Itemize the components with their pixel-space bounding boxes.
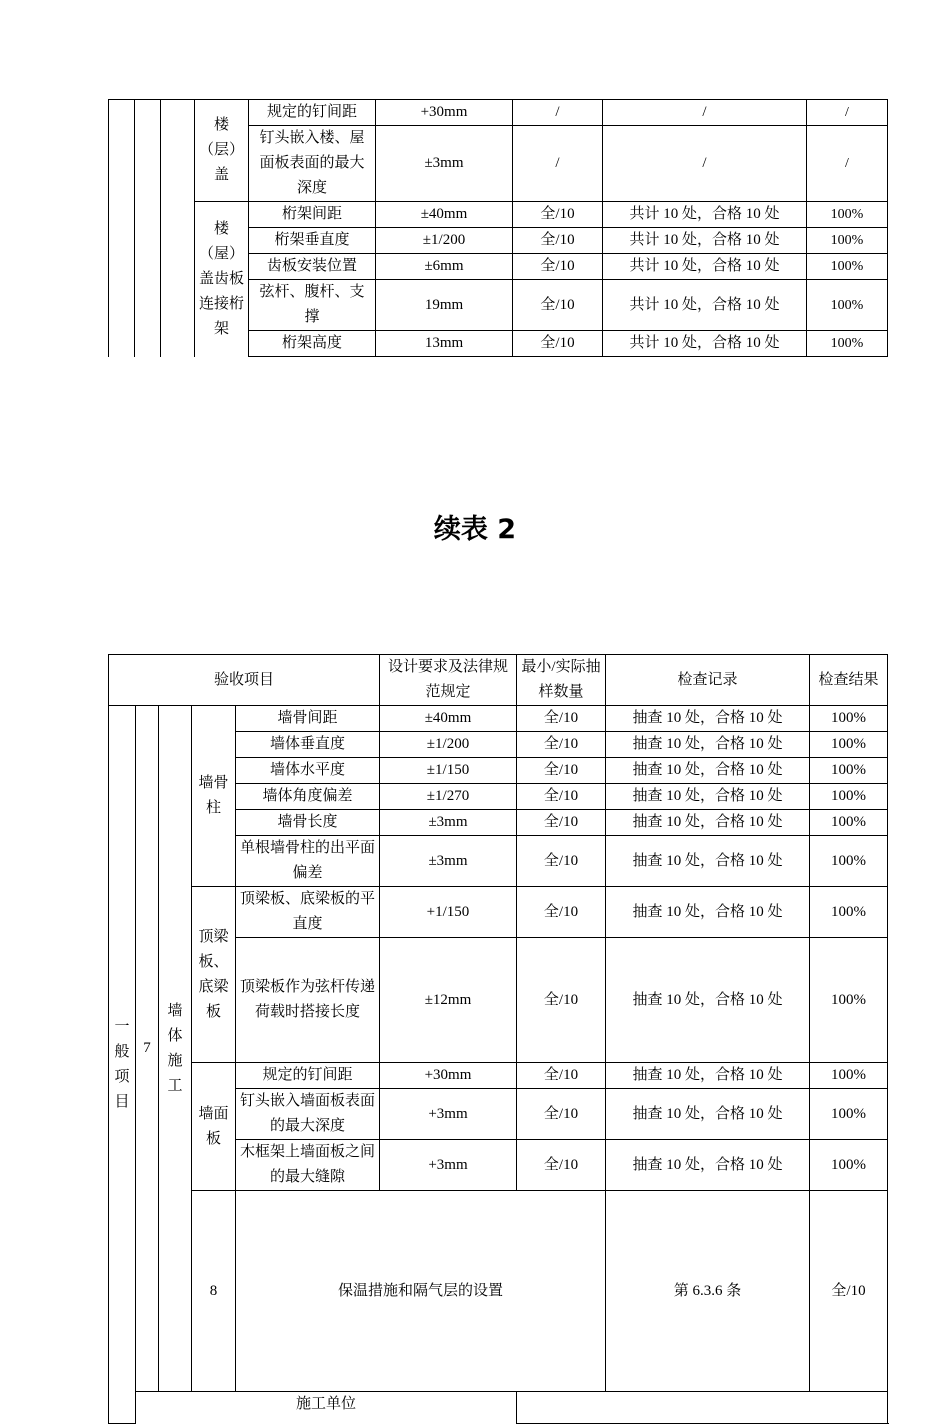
- sample-qty-cell: 全/10: [517, 836, 606, 887]
- requirement-cell: 第 6.3.6 条: [606, 1191, 810, 1392]
- item-number-8: 8: [192, 1191, 236, 1392]
- record-cell: /: [603, 126, 807, 202]
- sample-qty-cell: 全/10: [810, 1191, 888, 1392]
- header-requirement: 设计要求及法律规范规定: [380, 655, 517, 706]
- record-cell: 共计 10 处，合格 10 处: [603, 280, 807, 331]
- item-cell: 规定的钉间距: [236, 1063, 380, 1089]
- record-cell: 抽查 10 处，合格 10 处: [606, 810, 810, 836]
- group-label-floor-cover: 楼（层）盖: [195, 100, 249, 202]
- requirement-cell: ±1/150: [380, 758, 517, 784]
- stud-label: 墙骨柱: [192, 706, 236, 887]
- item-cell: 墙骨间距: [236, 706, 380, 732]
- item-cell: 弦杆、腹杆、支撑: [249, 280, 376, 331]
- sample-qty-cell: 全/10: [513, 228, 603, 254]
- sample-qty-cell: 全/10: [513, 331, 603, 357]
- item-cell: 顶梁板作为弦杆传递荷载时搭接长度: [236, 938, 380, 1063]
- result-cell: 100%: [810, 732, 888, 758]
- wall-construction-label: 墙体施工: [159, 706, 192, 1392]
- sample-qty-cell: 全/10: [517, 887, 606, 938]
- result-cell: /: [807, 100, 888, 126]
- item-cell: 墙体角度偏差: [236, 784, 380, 810]
- requirement-cell: +3mm: [380, 1089, 517, 1140]
- record-cell: 抽查 10 处，合格 10 处: [606, 1063, 810, 1089]
- blank-category-cell: [109, 100, 135, 357]
- top-bottom-plate-label: 顶梁板、底梁板: [192, 887, 236, 1063]
- result-cell: 100%: [810, 758, 888, 784]
- blank-section-cell: [161, 100, 195, 357]
- sample-qty-cell: 全/10: [517, 732, 606, 758]
- record-cell: 共计 10 处，合格 10 处: [603, 254, 807, 280]
- wall-panel-label: 墙面板: [192, 1063, 236, 1191]
- requirement-cell: ±12mm: [380, 938, 517, 1063]
- sample-qty-cell: 全/10: [517, 810, 606, 836]
- section-title: 续表 2: [433, 514, 517, 545]
- item-cell: 齿板安装位置: [249, 254, 376, 280]
- item-cell: 墙体垂直度: [236, 732, 380, 758]
- requirement-cell: ±1/200: [376, 228, 513, 254]
- requirement-cell: 19mm: [376, 280, 513, 331]
- construction-unit-value: [517, 1392, 888, 1424]
- item-cell: 顶梁板、底梁板的平直度: [236, 887, 380, 938]
- result-cell: 100%: [807, 254, 888, 280]
- item-cell: 钉头嵌入楼、屋面板表面的最大深度: [249, 126, 376, 202]
- requirement-cell: 13mm: [376, 331, 513, 357]
- result-cell: 100%: [807, 280, 888, 331]
- record-cell: 抽查 10 处，合格 10 处: [606, 732, 810, 758]
- item-cell: 桁架高度: [249, 331, 376, 357]
- header-item: 验收项目: [109, 655, 380, 706]
- item-cell: 桁架垂直度: [249, 228, 376, 254]
- requirement-cell: ±40mm: [376, 202, 513, 228]
- sample-qty-cell: 全/10: [517, 1063, 606, 1089]
- result-cell: 100%: [810, 887, 888, 938]
- sample-qty-cell: 全/10: [517, 706, 606, 732]
- requirement-cell: +30mm: [380, 1063, 517, 1089]
- inspection-table-part1: [108, 99, 888, 357]
- requirement-cell: ±3mm: [380, 836, 517, 887]
- record-cell: 抽查 10 处，合格 10 处: [606, 784, 810, 810]
- result-cell: 100%: [807, 331, 888, 357]
- record-cell: 抽查 10 处，合格 10 处: [606, 836, 810, 887]
- sample-qty-cell: 全/10: [517, 784, 606, 810]
- sample-qty-cell: /: [513, 100, 603, 126]
- result-cell: 100%: [810, 810, 888, 836]
- requirement-cell: ±6mm: [376, 254, 513, 280]
- item-cell: 墙体水平度: [236, 758, 380, 784]
- requirement-cell: ±3mm: [380, 810, 517, 836]
- record-cell: 共计 10 处，合格 10 处: [603, 228, 807, 254]
- requirement-cell: ±1/200: [380, 732, 517, 758]
- result-cell: 100%: [807, 202, 888, 228]
- construction-unit-label: 施工单位: [136, 1392, 517, 1424]
- result-cell: 100%: [807, 228, 888, 254]
- group-label-truss: 楼（屋）盖齿板连接桁架: [195, 202, 249, 357]
- record-cell: /: [603, 100, 807, 126]
- sample-qty-cell: 全/10: [513, 202, 603, 228]
- item-cell: 桁架间距: [249, 202, 376, 228]
- result-cell: 100%: [810, 1140, 888, 1191]
- record-cell: 抽查 10 处，合格 10 处: [606, 938, 810, 1063]
- result-cell: /: [807, 126, 888, 202]
- category-general-items: 一般项目: [109, 706, 136, 1424]
- requirement-cell: +30mm: [376, 100, 513, 126]
- sample-qty-cell: 全/10: [517, 1140, 606, 1191]
- item-cell: 钉头嵌入墙面板表面的最大深度: [236, 1089, 380, 1140]
- record-cell: 抽查 10 处，合格 10 处: [606, 706, 810, 732]
- result-cell: 100%: [810, 706, 888, 732]
- requirement-cell: ±40mm: [380, 706, 517, 732]
- item-cell: 保温措施和隔气层的设置: [236, 1191, 606, 1392]
- requirement-cell: +3mm: [380, 1140, 517, 1191]
- sample-qty-cell: 全/10: [517, 938, 606, 1063]
- result-cell: 100%: [810, 1089, 888, 1140]
- requirement-cell: ±3mm: [376, 126, 513, 202]
- item-cell: 单根墙骨柱的出平面偏差: [236, 836, 380, 887]
- result-cell: 100%: [810, 784, 888, 810]
- record-cell: 抽查 10 处，合格 10 处: [606, 1089, 810, 1140]
- sample-qty-cell: 全/10: [517, 758, 606, 784]
- record-cell: 抽查 10 处，合格 10 处: [606, 887, 810, 938]
- requirement-cell: +1/150: [380, 887, 517, 938]
- result-cell: 100%: [810, 836, 888, 887]
- item-cell: 木框架上墙面板之间的最大缝隙: [236, 1140, 380, 1191]
- inspection-table-part2: [108, 654, 888, 1424]
- result-cell: 100%: [810, 1063, 888, 1089]
- record-cell: 抽查 10 处，合格 10 处: [606, 1140, 810, 1191]
- item-cell: 墙骨长度: [236, 810, 380, 836]
- header-result: 检查结果: [810, 655, 888, 706]
- record-cell: 共计 10 处，合格 10 处: [603, 202, 807, 228]
- sample-qty-cell: 全/10: [513, 254, 603, 280]
- result-cell: 100%: [810, 938, 888, 1063]
- sample-qty-cell: 全/10: [517, 1089, 606, 1140]
- blank-number-cell: [135, 100, 161, 357]
- header-sample-qty: 最小/实际抽样数量: [517, 655, 606, 706]
- sample-qty-cell: /: [513, 126, 603, 202]
- item-number-7: 7: [136, 706, 159, 1392]
- sample-qty-cell: 全/10: [513, 280, 603, 331]
- header-record: 检查记录: [606, 655, 810, 706]
- requirement-cell: ±1/270: [380, 784, 517, 810]
- record-cell: 共计 10 处，合格 10 处: [603, 331, 807, 357]
- item-cell: 规定的钉间距: [249, 100, 376, 126]
- record-cell: 抽查 10 处，合格 10 处: [606, 758, 810, 784]
